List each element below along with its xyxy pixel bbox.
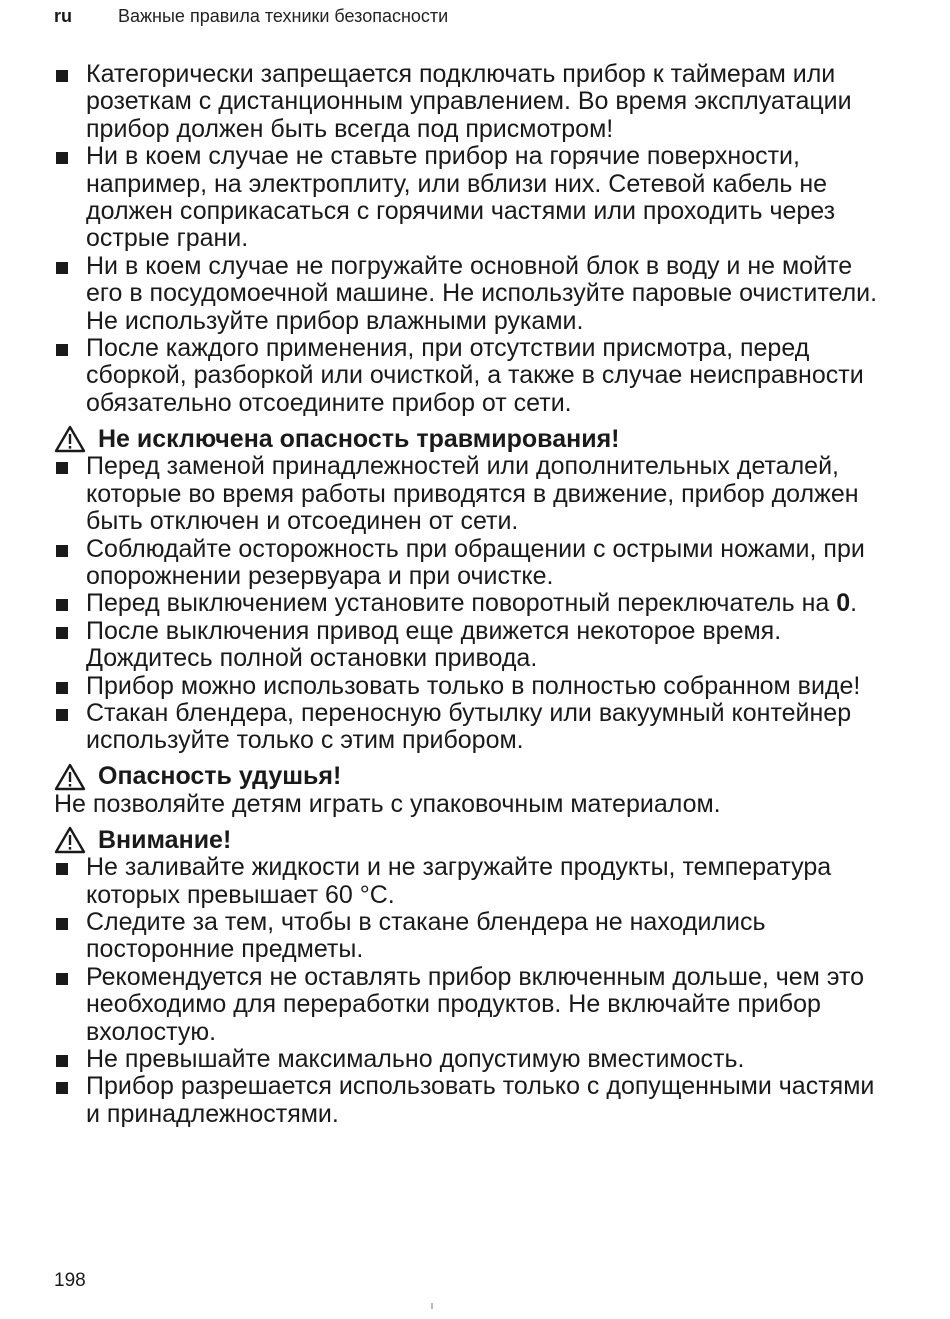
warning-title: Опасность удушья!	[98, 762, 342, 791]
list-item: Перед заменой принадлежностей или дополнительных деталей, которые во время работы приводятся в движение, прибор должен быть отключен и отсоединен от сети.	[54, 453, 894, 535]
safety-list-attention	[54, 854, 894, 1128]
list-item: Категорически запрещается подключать прибор к таймерам или розеткам с дистанционным управлением. Во время эксплуатации прибор должен быть всегда под присмотром!	[54, 61, 894, 143]
list-item: Ни в коем случае не ставьте прибор на горячие поверхности, например, на электроплиту, или вблизи них. Сетевой кабель не должен соприкасаться с горячими частями или проходить через острые грани.	[54, 143, 894, 253]
list-item: Не заливайте жидкости и не загружайте продукты, температура которых превышает 60 °C.	[54, 854, 894, 909]
warning-triangle-icon	[54, 826, 86, 854]
warning-title: Не исключена опасность травмирования!	[98, 424, 620, 453]
switch-text-before: Перед выключением установите поворотный переключатель на	[86, 589, 837, 618]
warning-heading-suffocation	[54, 763, 894, 791]
suffocation-text: Не позволяйте детям играть с упаковочным материалом.	[54, 789, 721, 818]
page-number: 198	[54, 1270, 86, 1291]
warning-heading-injury	[54, 425, 894, 453]
safety-list-injury	[54, 453, 894, 754]
list-item: Ни в коем случае не погружайте основной блок в воду и не мойте его в посудомоечной машине. Не используйте паровые очистители. Не используйте прибор влажными руками.	[54, 253, 894, 335]
warning-triangle-icon	[54, 425, 86, 453]
list-item: После каждого применения, при отсутствии присмотра, перед сборкой, разборкой или очисткой, а также в случае неисправности обязательно отсоедините прибор от сети.	[54, 335, 894, 417]
switch-text-after: .	[850, 589, 858, 618]
language-code: ru	[54, 6, 72, 26]
list-item-switch	[54, 590, 894, 617]
warning-triangle-icon	[54, 763, 86, 791]
list-item: Прибор можно использовать только в полностью собранном виде!	[54, 673, 894, 700]
list-item: Следите за тем, чтобы в стакане блендера не находились посторонние предметы.	[54, 909, 894, 964]
scan-mark	[431, 1303, 433, 1309]
page-header	[54, 6, 448, 30]
list-item: Соблюдайте осторожность при обращении с острыми ножами, при опорожнении резервуара и при очистке.	[54, 536, 894, 591]
page-content	[54, 61, 894, 1128]
list-item: Рекомендуется не оставлять прибор включенным дольше, чем это необходимо для переработки продуктов. Не включайте прибор вхолостую.	[54, 964, 894, 1046]
list-item: После выключения привод еще движется некоторое время. Дождитесь полной остановки привода.	[54, 618, 894, 673]
section-title: Важные правила техники безопасности	[118, 6, 449, 26]
list-item: Прибор разрешается использовать только с допущенными частями и принадлежностями.	[54, 1073, 894, 1128]
list-item: Стакан блендера, переносную бутылку или вакуумный контейнер используйте только с этим прибором.	[54, 700, 894, 755]
list-item: Не превышайте максимально допустимую вместимость.	[54, 1046, 894, 1073]
safety-list-general	[54, 61, 894, 417]
switch-position-value: 0	[836, 589, 851, 618]
warning-title: Внимание!	[98, 825, 232, 854]
warning-heading-attention	[54, 826, 894, 854]
